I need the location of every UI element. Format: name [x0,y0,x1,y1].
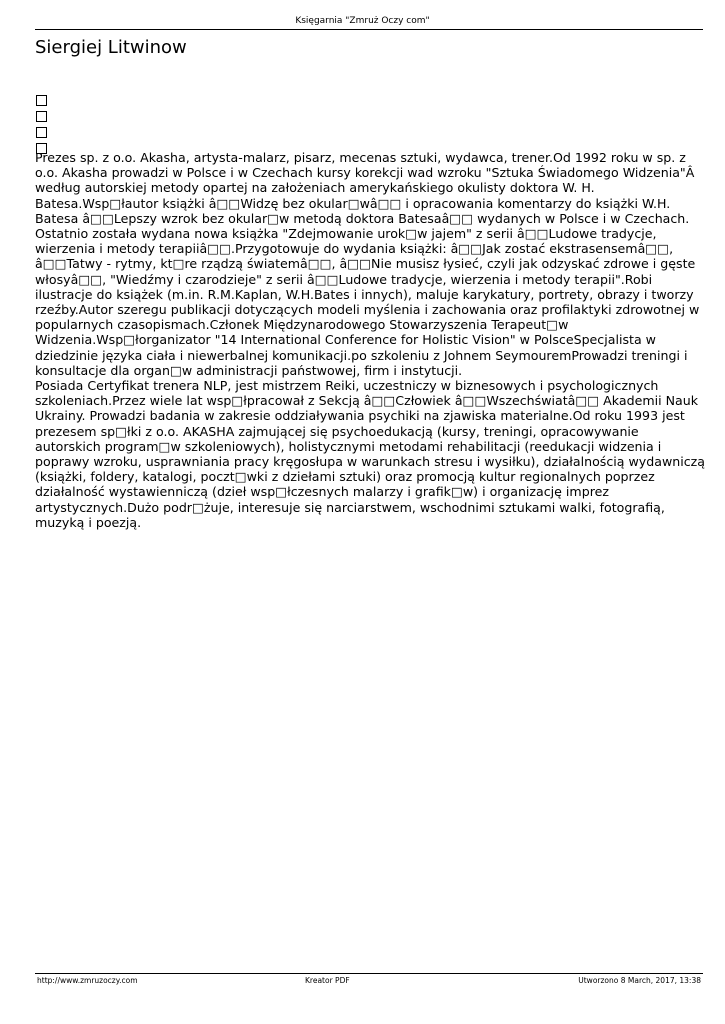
biography-paragraph: Prezes sp. z o.o. Akasha, artysta-malarz, pisarz, mecenas sztuki, wydawca, trener.Od 1992 roku w sp. z o.o. Akasha prowadzi w Polsce i w Czechach kursy korekcji wad wzroku "Sztuka Świadomego Widzenia"Â według autorskiej metody opartej na założeniach amerykańskiego okulisty doktora W. H. Batesa.Wsp□łautor książki â□□Widzę bez okular□wâ□□ i opracowania komentarzy do książki W.H. Batesa â□□Lepszy wzrok bez okular□w metodą doktora Batesaâ□□ wydanych w Polsce i w Czechach. Ostatnio została wydana nowa książka "Zdejmowanie urok□w jajem" z serii â□□Ludowe tradycje, wierzenia i metody terapiiâ□□.Przygotowuje do wydania książki: â□□Jak zostać ekstrasensemâ□□, â□□Tatwy - rytmy, kt□re rządzą światemâ□□, â□□Nie musisz łysieć, czyli jak odzyskać zdrowe i gęste włosyâ□□, "Wiedźmy i czarodzieje" z serii â□□Ludowe tradycje, wierzenia i metody terapii".Robi ilustracje do książek (m.in. R.M.Kaplan, W.H.Bates i innych), maluje karykatury, portrety, obrazy i tworzy rzeźby.Autor szeregu publikacji dotyczących modeli myślenia i zachowania oraz profilaktyki zdrowotnej w popularnych czasopismach.Członek Międzynarodowego Stowarzyszenia Terapeut□w Widzenia.Wsp□łorganizator "14 International Conference for Holistic Vision" w PolsceSpecjalista w dziedzinie języka ciała i niewerbalnej komunikacji.po szkoleniu z Johnem SeymouremProwadzi treningi i konsultacje dla organ□w administracji państwowej, firm i instytucji. [35,150,700,378]
placeholder-glyph-list [35,92,47,159]
missing-glyph-icon [36,95,47,106]
footer-url-link[interactable]: http://www.zmruzoczy.com [37,976,138,985]
header-divider [35,29,703,30]
missing-glyph-icon [36,127,47,138]
footer [35,976,703,988]
footer-created-date: Utworzono 8 March, 2017, 13:38 [578,976,701,985]
biography-text [35,150,705,530]
page-title: Siergiej Litwinow [35,37,187,58]
header-site-title: Księgarnia "Zmruż Oczy com" [295,16,430,26]
missing-glyph-icon [36,111,47,122]
biography-paragraph: Posiada Certyfikat trenera NLP, jest mistrzem Reiki, uczestniczy w biznesowych i psychologicznych szkoleniach.Przez wiele lat wsp□łpracował z Sekcją â□□Człowiek â□□Wszechświatâ□□ Akademii Nauk Ukrainy. Prowadzi badania w zakresie oddziaływania psychiki na zjawiska materialne.Od roku 1993 jest prezesem sp□łki z o.o. AKASHA zajmującej się psychoedukacją (kursy, treningi, opracowywanie autorskich program□w szkoleniowych), holistycznymi metodami rehabilitacji (reedukacji widzenia i poprawy wzroku, usprawniania pracy kręgosłupa w warunkach stresu i wysiłku), działalnością wydawniczą (książki, foldery, katalogi, poczt□wki z dziełami sztuki) oraz promocją kultur regionalnych poprzez działalność wystawienniczą (dzieł wsp□łczesnych malarzy i grafik□w) i organizację imprez artystycznych.Dużo podr□żuje, interesuje się narciarstwem, wschodnimi sztukami walki, fotografią, muzyką i poezją. [35,378,705,530]
footer-divider [35,973,703,974]
footer-generator: Kreator PDF [305,976,350,985]
